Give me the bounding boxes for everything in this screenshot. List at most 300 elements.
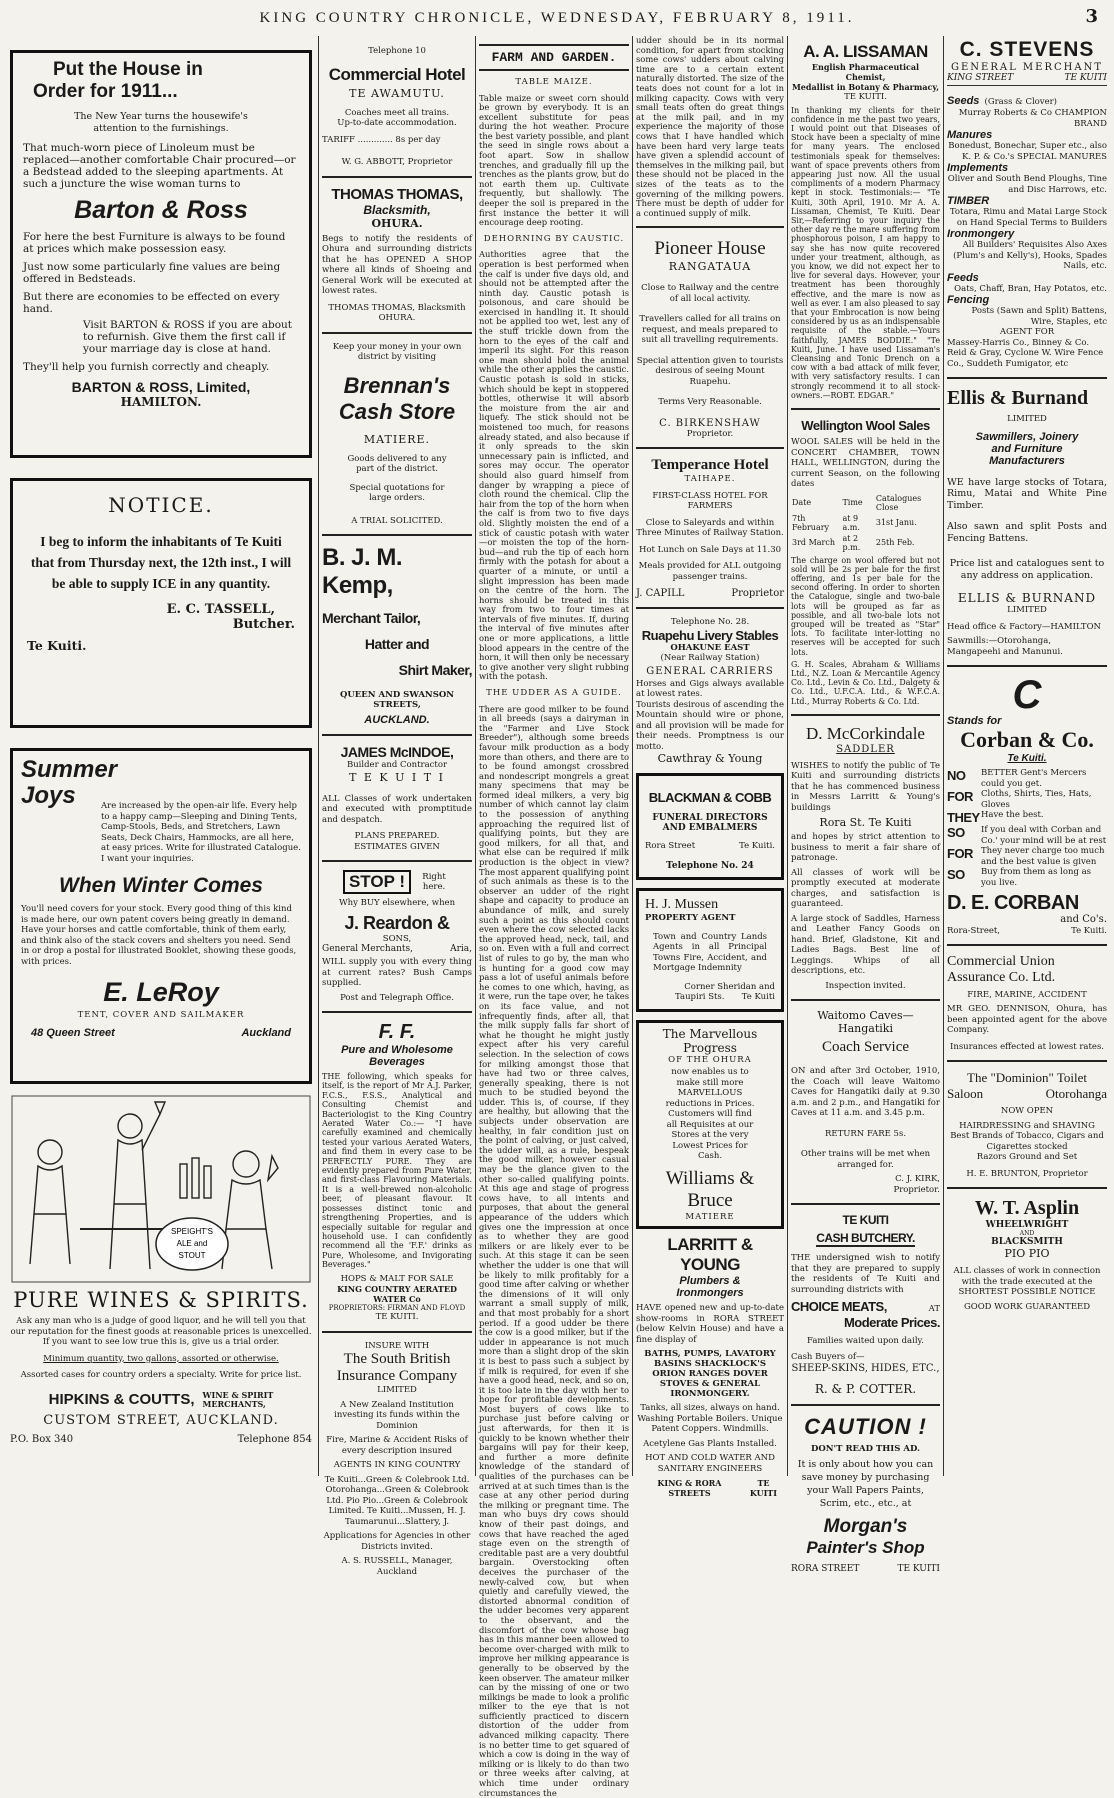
butchery-headline-2: CASH BUTCHERY. (816, 1231, 915, 1246)
pioneer-line: Close to Railway and the centre of all local activity. (641, 283, 779, 304)
column-1 (10, 36, 312, 1484)
mcc-text: A large stock of Saddles, Harness and Leather Fancy Goods on hand. Brief, Gladstone, Kit and Ladies Bags. Best line of Leggings. Whips of all descriptions, etc. (791, 913, 940, 977)
hotel-line: Up-to-date accommodation. (337, 118, 457, 128)
toilet-text: Best Brands of Tobacco, Cigars and Cigarettes stocked (950, 1131, 1104, 1152)
pioneer-house-ad (636, 238, 784, 439)
notice-signature: E. C. TASSELL, (166, 602, 275, 617)
asplin-trade: BLACKSMITH (991, 1237, 1063, 1247)
toilet-saloon: Saloon (947, 1086, 984, 1101)
mussen-name: H. J. Mussen (645, 897, 719, 913)
brennan-line: A TRIAL SOLICITED. (351, 515, 443, 526)
cash-butchery-ad (791, 1213, 940, 1396)
table-row (791, 533, 940, 553)
blackman-name: BLACKMAN & COBB (648, 790, 772, 806)
corban-sig-row (947, 892, 1107, 915)
stevens-list: Oats, Chaff, Bran, Hay Potatos, etc. (954, 283, 1107, 294)
article-subhead: DEHORNING BY CAUSTIC. (483, 233, 625, 244)
hipkins-headline: PURE WINES & SPIRITS. (13, 1288, 309, 1312)
morgan-headline: CAUTION ! (804, 1413, 927, 1439)
mussen-role: PROPERTY AGENT (645, 913, 736, 924)
barton-para: Visit BARTON & ROSS if you are about to refurnish. Give them the first call if your marriage day is close at hand. (83, 319, 293, 355)
blackman-line: FUNERAL DIRECTORS (652, 813, 768, 824)
wellington-wool-ad (791, 418, 940, 706)
toilet-text: HAIRDRESSING and SHAVING (959, 1120, 1095, 1131)
hipkins-coutts-ad (10, 1094, 312, 1445)
table-header: Catalogues Close (875, 493, 922, 512)
ff-text: THE following, which speaks for itself, is the report of Mr A.J. Parker, F.C.S., F.S.S., Analytical and Consulting Chemist and Bacteriologist to the King Country Aerated Water Co.:— "I have carefully examined and chemically tested your various Aerated Waters, and find them in every case to be PERFECTLY PURE. They are evidently prepared from Pure Water, and first-class Flavouring Materials. It is a well-brewed non-alcoholic beer, of pleasant flavour. It possesses distinct tonic and strengthening Properties, and is especially suitable for regular and household use. I can confidently recommend all the 'F.F.' drinks as Pure, Wholesome, and Invigorating Beverages." (322, 1072, 472, 1270)
ellis-sub: Manufacturers (989, 454, 1065, 467)
temperance-sig-row (636, 588, 784, 599)
article-text: There are good milker to be found in all breeds (says a dairyman in the "Farmer and Live Stock Breeder"), although some breeds favour milk production as a body more than others, and there are to to be found amongst crossbred and nondescript mongrels a great many specimens that may be formed ideal milkers, a very big number of which cannot lay claim to the possession of anything approaching the required list of qualifying points, but they are good milkers, for all that, and what else can be required if milk production is the object in view? The most apparent qualifying point of such animals as these is to the observer an udder of the right shape and capacity to produce an abundance of milk, and surely such a point as this should count even where the cow selected lacks the approved head, neck, tail, and so on. Even with a full and correct list of rules to go by, the man who is hunting for a good cow may pass a lot of useful animals before he comes to one which, having, as it were, run the tape over, he takes on its face value, and not infrequently finds, after all, that the milk supply falls far short of what he thought he might justly expect after his very careful selection. In the selection of cows for milking amongst those that have had two or three calves, generally speaking, there is not much to be studied beyond the udder. This is, of course, if they are healthy, but allowing that the subjects under observation are healthy, in fair condition just on the point of calving, or just calved, the udder will, as a rule, bespeak the good milker, however casual may be the glance given to the other so-called qualifying points. At this age and stage of progress cows have, to all intents and purposes, that about the general appearance of the udders which gives one the impression at once as to whether they are good milkers or are likely ever to be such. At this stage it can be seen whether the udder is one that will be likely to milk profitably for a good time after calving or whether the dimensions of it will only warrant a small supply of milk, and that most probably for a short period. If a good udder be there the cow is a good milker, but if the udder in appearance is not much more than a slight drop of the skin it is best to pass such a subject by if milk is required, for even if she have a good head, neck, and so on, it is too late in the day with her to hope for profitable developments. Most buyers of cows like to purchase just before calving or just afterwards, for then it is quickly to be known whether their bargains will pay for their keep, and further a more definite knowledge of the standard of qualities of the purchases can be arrived at at such times than is the case at any other period during the milking or pregnant time. The man who buys dry cows should know of their past doings, and cows that have reached the aged stage even on the strength of creditable past are a very doubtful bargain. Overstocking often deceives the purchaser of the newly-calved cow, but when quietly and carefully viewed, the distorted abnormal condition of the udder becomes very apparent to the observant, and the discomfort of the cow whose bag has in this manner been allowed to become over-charged with milk to improve her milking appearance is generally to be observed by the keen observer. The amateur milker can by the missing of one or two milkings be made to look a prolific milker to the eye that is not sufficiently practiced to discern distortion of the udder from advanced milking capacity. There is no better time to get squared of which a cow is doing in the way of milking or is likely to do than two or three weeks after calving, at which time under ordinary circumstances the (479, 703, 629, 1798)
article-text: Table maize or sweet corn should be grown by everybody. It is an excellent substitute for peas during the hot weather. Procure the best variety possible, and plant the seed in single rows about a foot apart. Sow in shallow trenches, and gradually fill up the trenches as the plants grow, but do not earth them up. Cultivate frequently, but shallowly. The deeper the soil is prepared in the first instance the better it will encourage deep rooting. (479, 92, 629, 228)
asplin-text: ALL classes of work in connection with the trade executed at the SHORTEST POSSIBLE NOTICE (953, 1266, 1101, 1297)
ruapehu-name: Ruapehu Livery Stables (641, 627, 779, 643)
thomas-text: Begs to notify the residents of Ohura and surrounding districts that he has OPENED A SHOP where all kinds of Shoeing and General Work will be executed at lowest rates. (322, 233, 472, 296)
corban-keyword: FOR (947, 789, 973, 804)
leroy-ad (10, 748, 312, 1084)
barton-para: For here the best Furniture is always to be found at prices which make possession easy. (23, 231, 286, 255)
waitomo-headline-2: Coach Service (821, 1039, 910, 1056)
corban-line-text: Cloths, Shirts, Ties, Hats, Gloves (981, 789, 1092, 810)
williams-bruce-ad (636, 1020, 784, 1230)
corban-name: Corban & Co. (960, 727, 1094, 752)
leroy-trade: TENT, COVER AND SAILMAKER (77, 1010, 245, 1020)
brennan-name-1: Brennan's (343, 372, 451, 398)
table-row (791, 493, 940, 513)
reardon-gm: General Merchants, (322, 944, 413, 954)
column-3 (479, 36, 629, 1798)
notice-text: I beg to inform the inhabitants of Te Kuiti that from Thursday next, the 12th inst., I will be able to supply ICE in any quantity. (30, 534, 292, 591)
stevens-ad (947, 38, 1107, 369)
mcindoe-town: T E K U I T I (349, 770, 445, 784)
barton-headline-1: Put the House in (53, 59, 203, 80)
farm-garden-headline: FARM AND GARDEN. (479, 44, 629, 71)
hotel-town: TE AWAMUTU. (349, 86, 445, 100)
hotel-name: Commercial Hotel (328, 64, 466, 84)
waitomo-headline: Waitomo Caves—Hangatiki (817, 1009, 914, 1036)
pioneer-name: Pioneer House (654, 238, 766, 260)
ff-town: TE KUITI. (375, 1312, 419, 1323)
ff-headline: F. F. (378, 1021, 416, 1043)
lissaman-name: A. A. LISSAMAN (803, 42, 928, 61)
blackman-address (645, 841, 775, 851)
larritt-text: Acetylene Gas Plants Installed. (643, 1438, 777, 1449)
masthead (0, 0, 1114, 34)
list-item (947, 789, 1107, 810)
hipkins-tag-1: WINE & SPIRIT (202, 1389, 274, 1400)
thomas-town: OHURA. (371, 216, 423, 230)
toilet-town: Otorohanga (1045, 1086, 1107, 1101)
reardon-name: J. Reardon & (344, 912, 450, 933)
butchery-cash: Cash Buyers of— (791, 1352, 865, 1363)
mcc-name: D. McCorkindale (806, 723, 925, 743)
wool-text: The charge on wool offered but not sold will be 2s per bale for the first offering, and 1s per bale for the second offering. In order to shorten the Catalogue, single and two-bale lots will be grouped as far as possible, and all two-bale lots not grouped will be treated as "Star" lots. To facilitate inter-lotting no reserves will be accepted for such lots. (791, 555, 940, 657)
asplin-town: PIO PIO (1004, 1247, 1050, 1260)
leroy-name: E. LeRoy (103, 977, 219, 1007)
temperance-proprietor: J. CAPILL (636, 588, 685, 600)
lissaman-town: TE KUITI. (844, 92, 887, 102)
toilet-open: NOW OPEN (1000, 1106, 1054, 1116)
asplin-ad (947, 1197, 1107, 1312)
ruapehu-text: Horses and Gigs always available at lowest rates. (636, 678, 784, 700)
mcc-street: Rora St. Te Kuiti (819, 816, 912, 830)
ruapehu-town: OHAKUNE EAST (670, 642, 750, 653)
kemp-trade: Shirt Maker, (398, 662, 472, 678)
leroy-headline-3: When Winter Comes (59, 874, 263, 897)
reardon-po: Post and Telegraph Office. (340, 992, 454, 1003)
list-item (947, 825, 1107, 846)
waitomo-role: Proprietor. (893, 1184, 940, 1195)
column-6 (947, 36, 1107, 1484)
corban-street: Rora-Street, (947, 925, 1001, 936)
kemp-tailor-ad (322, 544, 472, 726)
ruapehu-text: Tourists desirous of ascending the Mountain should wire or phone, and all provision will be made for their needs. Promptness is our motto. (636, 699, 784, 752)
column-rule (787, 36, 788, 1476)
ruapehu-signature: Cawthray & Young (657, 752, 763, 766)
insure-text: Applications for Agencies in other Districts invited. (323, 1531, 471, 1552)
hotel-tariff: TARIFF ............. 8s per day (322, 134, 441, 145)
table-row (791, 513, 940, 533)
ruapehu-phone: Telephone No. 28. (670, 617, 750, 628)
pioneer-line: Special attention given to tourists desirous of seeing Mount Ruapehu. (636, 355, 784, 387)
table-cell: at 9 a.m. (842, 513, 860, 532)
reardon-place: Aria, (450, 944, 472, 954)
waitomo-text: Other trains will be met when arranged for. (800, 1149, 931, 1170)
reardon-stop: STOP ! (343, 870, 411, 894)
toilet-text: Razors Ground and Set (976, 1152, 1078, 1162)
corban-ad (947, 675, 1107, 936)
stevens-list: Totara, Rimu and Matai Large Stock on Hand Special Terms to Builders (949, 207, 1107, 228)
barton-headline-2: Order for 1911... (33, 81, 178, 102)
stevens-category: Seeds (947, 95, 980, 107)
blackman-street: Rora Street (645, 841, 696, 852)
corban-signature: D. E. CORBAN (947, 892, 1079, 914)
brennan-name-2: Cash Store (338, 398, 456, 424)
reardon-sons: SONS, (382, 933, 412, 944)
stevens-list: Massey-Harris Co., Binney & Co. Reid & Gray, Cyclone W. Wire Fence Co., Suddeth Fumigator, etc (947, 337, 1104, 369)
larritt-text: HAVE opened new and up-to-date show-rooms in RORA STREET (below Kelvin House) and have a fine display of (636, 1303, 784, 1345)
temperance-role: Proprietor (731, 588, 784, 600)
butchery-at: AT (928, 1304, 940, 1315)
morgan-sub: DON'T READ THIS AD. (811, 1443, 920, 1454)
reardon-ad (322, 870, 472, 1003)
insure-text: Fire, Marine & Accident Risks of every description insured (326, 1435, 468, 1456)
leroy-address (21, 1027, 301, 1039)
wool-name: Wellington Wool Sales (801, 418, 930, 433)
brennan-line: Keep your money in your own district by visiting (332, 341, 462, 362)
table-cell: 3rd March (792, 538, 835, 547)
butchery-signature: R. & P. COTTER. (814, 1381, 917, 1396)
thomas-signature: THOMAS THOMAS, Blacksmith OHURA. (328, 302, 466, 323)
barton-para: That much-worn piece of Linoleum must be replaced—another comfortable Chair procured—or a Bedstead added to the sleeping apartments. At such a juncture the wise woman turns to (23, 142, 296, 190)
williams-bruce-town: MATIERE (685, 1211, 735, 1222)
pioneer-line: Travellers called for all trains on request, and meals prepared to suit all travelling requirements. (639, 314, 781, 346)
mcindoe-text: ALL Classes of work undertaken and executed with promptitude and despatch. (322, 793, 472, 825)
mussen-text: Town and Country Lands Agents in all Principal Towns Fire, Accident, and Mortgage Indemnity (653, 931, 767, 974)
barton-para: They'll help you furnish correctly and cheaply. (23, 361, 270, 373)
morgan-name-2: Painter's Shop (806, 1538, 925, 1558)
corban-keyword: SO (947, 825, 965, 840)
stevens-category: Fencing (947, 294, 990, 306)
men-toasting-image (10, 1094, 312, 1284)
notice-place: Te Kuiti. (27, 638, 87, 653)
temperance-line: Hot Lunch on Sale Days at 11.30 (638, 544, 782, 555)
insure-signature: A. S. RUSSELL, Manager, Auckland (341, 1556, 453, 1577)
barton-town: HAMILTON. (120, 395, 202, 409)
ellis-ltd-2: LIMITED (1007, 605, 1047, 615)
ff-beverages-ad (322, 1021, 472, 1323)
lissaman-ad (791, 42, 940, 400)
kemp-trade: Merchant Tailor, (322, 610, 421, 626)
list-item (947, 846, 1107, 867)
corban-line-text: If you deal with Corban and Co.' your mind will be at rest (981, 825, 1107, 846)
thomas-trade: Blacksmith, (363, 202, 431, 217)
reardon-why: Why BUY elsewhere, when (338, 898, 456, 908)
larritt-town: TE KUITI (749, 1478, 778, 1499)
mcc-text: Inspection invited. (825, 980, 906, 991)
barton-brand: Barton & Ross (74, 196, 248, 224)
hotel-line: Coaches meet all trains. (344, 107, 450, 118)
dominion-toilet-ad (947, 1070, 1107, 1179)
column-rule (943, 36, 944, 1476)
column-rule (475, 36, 476, 1476)
reardon-text: WILL supply you with every thing at current rates? Bush Camps supplied. (322, 957, 472, 988)
mcindoe-name: JAMES McINDOE, (340, 744, 454, 760)
union-name-2: Assurance Co. Ltd. (947, 969, 1056, 985)
commercial-union-ad (947, 954, 1107, 1053)
toilet-signature: H. E. BRUNTON, Proprietor (966, 1168, 1088, 1179)
corban-line-text: Have the best. (981, 810, 1044, 820)
brennan-store-ad (322, 342, 472, 527)
hipkins-text: Assorted cases for country orders a specialty. Write for price list. (20, 1370, 302, 1380)
butchery-moderate: Moderate Prices. (843, 1314, 940, 1330)
butchery-sheep: SHEEP-SKINS, HIDES, ETC., (791, 1362, 940, 1374)
marvellous-headline: The Marvellous Progress (662, 1026, 758, 1055)
corban-lines (947, 768, 1107, 888)
stevens-sub: GENERAL MERCHANT (951, 62, 1103, 73)
leroy-street: 48 Queen Street (31, 1026, 115, 1039)
stevens-list: Bonedust, Bonechar, Super etc., also K. P. & Co.'s SPECIAL MANURES (948, 141, 1107, 162)
kemp-name: B. J. M. Kemp, (322, 544, 403, 599)
hipkins-tag-2: MERCHANTS, (202, 1398, 266, 1409)
temperance-line: Close to Saleyards and within Three Minutes of Railway Station. (636, 517, 784, 539)
mcc-text: and hopes by strict attention to business to merit a fair share of patronage. (791, 832, 940, 864)
larritt-name: LARRITT & YOUNG (667, 1235, 753, 1275)
kemp-trade: Hatter and (364, 636, 430, 652)
stevens-list: Oliver and South Bend Ploughs, Tine and Disc Harrows, etc. (947, 174, 1107, 195)
asplin-guarantee: GOOD WORK GUARANTEED (963, 1301, 1091, 1312)
mussen-ad (636, 888, 784, 1012)
stevens-category-sub: (Grass & Clover) (984, 97, 1057, 107)
corban-keyword: THEY (947, 810, 980, 825)
larritt-young-ad (636, 1235, 784, 1498)
temperance-name: Temperance Hotel (651, 457, 769, 474)
corban-line-text: Buy from them as long as you live. (981, 867, 1092, 888)
corban-keyword: SO (947, 867, 965, 882)
morgan-address (791, 1564, 940, 1574)
table-header: Date (792, 498, 812, 507)
corban-keyword: FOR (947, 846, 973, 861)
leroy-city: Auckland (241, 1026, 291, 1039)
larritt-sub: Ironmongers (676, 1287, 744, 1300)
barton-para: But there are economies to be effected on every hand. (23, 291, 280, 315)
butchery-text: THE undersigned wish to notify that they are prepared to supply the residents of Te Kuiti and surrounding districts with (791, 1253, 940, 1295)
stevens-list: All Builders' Requisites Also Axes (Plum's and Kelly's), Hooks, Spades Nails, etc. (953, 240, 1107, 271)
ellis-text: WE have large stocks of Totara, Rimu, Matai and White Pine Timber. (947, 476, 1107, 511)
corban-address (947, 926, 1107, 936)
insure-text: Te Kuiti...Green & Colebrook Ltd. Otorohanga...Green & Colebrook Ltd. Pio Pio...Green & Colebrook Limited. Te Kuiti...Mussen, H. J. Taumarunui...Slattery, J. (324, 1474, 470, 1527)
asplin-and: AND (1019, 1230, 1035, 1237)
hipkins-text: If you want to see low true this is, give us a trial order. (42, 1337, 280, 1347)
waitomo-signature: C. J. KIRK, (895, 1174, 940, 1185)
mussen-street: Taupiri Sts. (675, 992, 725, 1003)
mccorkindale-ad (791, 724, 940, 992)
pioneer-role: Proprietor. (686, 428, 734, 439)
commercial-hotel-ad (322, 46, 472, 168)
ellis-name: Ellis & Burnand (947, 387, 1089, 409)
notice-ad (10, 478, 312, 728)
toilet-row (947, 1086, 1107, 1102)
newspaper-title: KING COUNTRY CHRONICLE, WEDNESDAY, FEBRUARY 8, 1911. (259, 10, 855, 26)
ellis-name-2: ELLIS & BURNAND (957, 591, 1097, 605)
thomas-blacksmith-ad (322, 186, 472, 324)
blackman-line: AND EMBALMERS (662, 823, 758, 834)
sign-text-3: STOUT (178, 1251, 206, 1260)
butchery-families: Families waited upon daily. (807, 1335, 924, 1346)
article-text: Authorities agree that the operation is best performed when the calf is under five days old, and should not be attempted after the ninth day. Caustic potash is poisonous, and care should be exercised in handling it. It should not be applied too wet, lest any of the stuff trickle down from the horn to the eyes of the calf and imperil its sight. For this reason one man should hold the animal while the other applies the caustic. Caustic potash is sold in sticks, which should be kept in stoppered bottles, otherwise it will absorb the moisture from the air and liquefy. The stick should not be moistened too much, for reasons already stated, and also because if it only spreads to the skin unnecessary pain is inflicted, and sores may occur. The operator should also guard himself from danger by wrapping a piece of cloth round the chemical. Clip the hair from the top of the horn when the calf is from two to five days old. Slightly moisten the end of a stick of caustic potash with water—or moisten the top of the horn-bud—and rub the tip of each horn firmly with the potash for about a quarter of a minute, or until a slight impression has been made on the centre of the horn. The horns should be treated in this way from two to four times at intervals of five minutes. If, during the interval of five minutes after one or more applications, a little blood appears in the centre of the horn, it will then only be necessary to give another very slight rubbing with the potash. (479, 249, 629, 682)
morgan-street: RORA STREET (791, 1564, 860, 1575)
butchery-choice: CHOICE MEATS, (791, 1299, 887, 1315)
waitomo-fare: RETURN FARE 5s. (824, 1128, 907, 1139)
mussen-address-row (675, 992, 775, 1003)
blackman-town: Te Kuiti. (739, 841, 775, 852)
morgan-name: Morgan's (823, 1516, 908, 1538)
hipkins-address: CUSTOM STREET, AUCKLAND. (43, 1412, 279, 1428)
brennan-line: Special quotations for large orders. (349, 482, 445, 503)
notice-trade: Butcher. (232, 617, 295, 632)
leroy-text: You'll need covers for your stock. Every good thing of this kind is made here, our own patent covers being greatly in demand. Have your horses and cattle comfortable, think of them early, and think also of the stack covers and shelters you need. Send in or drop a postal for illustrated Booklet, showing these goods, with prices. (21, 904, 297, 967)
larritt-address (636, 1478, 784, 1498)
morgan-text: It is only about how you can save money by purchasing your Wall Papers Paints, Scrim, etc., etc., at (797, 1459, 934, 1510)
stevens-list: Posts (Sawn and Split) Battens, Wire, Staples, etc (971, 306, 1107, 327)
butchery-choice-row (791, 1299, 940, 1315)
brennan-town: MATIERE. (363, 432, 431, 446)
stevens-name: C. STEVENS (959, 38, 1095, 61)
ff-sub: Pure and Wholesome (341, 1044, 453, 1056)
barton-signature: BARTON & ROSS, Limited, (71, 379, 251, 395)
column-4 (636, 35, 784, 1499)
barton-para: Just now some particularly fine values are being offered in Bedsteads. (23, 261, 281, 285)
hipkins-contact (10, 1434, 312, 1445)
insure-with: INSURE WITH (364, 1340, 430, 1351)
lissaman-line: English Pharmaceutical Chemist, (811, 62, 920, 82)
mcc-trade: SADDLER (836, 743, 895, 755)
larritt-sub: Plumbers & (679, 1275, 741, 1288)
union-text: Insurances effected at lowest rates. (949, 1041, 1105, 1052)
mcc-text: WISHES to notify the public of Te Kuiti and surrounding districts that he has commenced business in Messrs Larritt & Young's buildings (791, 760, 940, 813)
drinking-men-illustration (10, 1094, 312, 1284)
brennan-line: Goods delivered to any part of the district. (347, 453, 447, 474)
blackman-cobb-ad (636, 773, 784, 880)
marvellous-sub: OF THE OHURA (668, 1054, 752, 1065)
ellis-text: Price list and catalogues sent to any address on application. (949, 558, 1105, 581)
leroy-headline-1: Summer (21, 756, 118, 783)
larritt-text: Tanks, all sizes, always on hand. Washing Portable Boilers. Unique Patent Coppers. Windmills. (637, 1403, 783, 1435)
hipkins-text: Minimum quantity, two gallons, assorted or otherwise. (43, 1353, 279, 1364)
insure-ltd: LIMITED (377, 1385, 417, 1396)
mcc-text: All classes of work will be promptly executed at moderate charges, and satisfaction is guaranteed. (791, 867, 940, 910)
stevens-category: Feeds (947, 271, 979, 284)
ruapehu-near: (Near Railway Station) (660, 653, 760, 664)
list-item (947, 810, 1107, 825)
corban-stands: Stands for (947, 715, 1002, 727)
pioneer-line: Terms Very Reasonable. (658, 397, 762, 408)
corban-big-letter: C (1012, 673, 1042, 717)
ruapehu-livery-ad (636, 617, 784, 765)
hipkins-text: Ask any man who is a judge of good liquor, and he will tell you that our reputation for the finest goods at reasonable prices is unexcelled. (10, 1316, 312, 1337)
temperance-line: FIRST-CLASS HOTEL FOR FARMERS (652, 490, 768, 512)
sign-text-1: SPEIGHT'S (171, 1227, 213, 1236)
pioneer-town: RANGATAUA (668, 260, 752, 274)
article-subhead: TABLE MAIZE. (515, 77, 593, 87)
kemp-city: AUCKLAND. (364, 714, 430, 726)
kemp-address: QUEEN AND SWANSON STREETS, (339, 690, 454, 710)
ellis-sub: Sawmillers, Joinery (975, 430, 1079, 443)
temperance-hotel-ad (636, 457, 784, 599)
hipkins-name: HIPKINS & COUTTS, (48, 1391, 195, 1408)
pioneer-proprietor: C. BIRKENSHAW (659, 417, 761, 429)
thomas-name: THOMAS THOMAS, (331, 185, 463, 203)
ellis-sub: and Furniture (991, 442, 1063, 455)
temperance-line: Meals provided for ALL outgoing passenger trains. (638, 561, 782, 582)
williams-bruce-name: Williams & Bruce (665, 1167, 755, 1211)
page-number: 3 (1085, 6, 1098, 27)
asplin-name: W. T. Asplin (974, 1197, 1080, 1219)
wool-table (791, 493, 940, 553)
reardon-row (322, 944, 472, 954)
butchery-headline: TE KUITI (842, 1213, 889, 1228)
corban-line-text: They never charge too much and the best value is given (981, 846, 1105, 867)
union-sub: FIRE, MARINE, ACCIDENT (967, 989, 1087, 1000)
column-rule (632, 36, 633, 1476)
wool-text: WOOL SALES will be held in the CONCERT CHAMBER, TOWN HALL, WELLINGTON, during the current Season, on the following dates (791, 437, 940, 489)
hipkins-tagline (203, 1391, 274, 1409)
reardon-right: Right here. (422, 871, 446, 892)
reardon-stop-row (322, 870, 472, 894)
waitomo-text: ON and after 3rd October, 1910, the Coach will leave Waitomo Caves for Hangatiki daily at 9.30 a.m. and 2 p.m., and Hangatiki for Caves at 11 a.m. and 3.45 p.m. (791, 1066, 940, 1119)
ff-hops: HOPS & MALT FOR SALE (340, 1273, 454, 1284)
insure-text: A New Zealand Institution investing its funds within the Dominion (334, 1399, 460, 1431)
list-item (947, 768, 1107, 789)
table-cell: at 2 p.m. (842, 533, 861, 552)
leroy-text: Are increased by the open-air life. Every help to a happy camp—Sleeping and Dining Tents, Camp-Stools, Beds, and Stretchers, Lawn Seats, Deck Chairs, Hammocks, are all here, at easy prices. Write for illustrated Catalogue. I want your inquiries. (101, 801, 301, 864)
stevens-category: Ironmongery (947, 228, 1015, 240)
lissaman-text: In thanking my clients for their confidence in me the past two years, I would point out that Diseases of Stock have been a specialty of mine for many years. The enclosed testimonials speak for themselves: want of space prevents others from appearing just now. All the usual compliments of a modern Pharmacy kept in stock. Testimonials:— "Te Kuiti, 30th April, 1910. Mr A. A. Lissaman, Chemist, Te Kuiti. Dear Sir,—Referring to your inquiry the other day re the mare suffering from phosphorous poison, I am happy to say she has now quite recovered under your treatment, although, as you know, we did not expect her to live for several days. However, your treatment has been thoroughly effective, and the mare is now as well as ever. I am also pleased to say that your Embrocation is now being considered by us as an indispensable requisite of the stable.—Yours faithfully, JAMES BODDIE." "Te Kuiti, June. I have used Lissaman's Cleansing and Tonic Drench on a cow with a bad attack of milk fever, with very satisfactory results. I can strongly recommend it to all stock-owners.—ROBT. EDGAR." (791, 105, 940, 400)
morgan-painter-ad (791, 1414, 940, 1575)
article-text: udder should be in its normal condition, for apart from stocking some cows' udders about calving time are to a certain extent naturally distorted. The size of the teats does not count for a lot in milking capacity. Cows with very small teats often do great things at the milk pail, and in my experience the majority of those cows that I have handled which have been hard very large teats have given a splendid account of themselves in the milking pail, but these should not be placed in the sizes of the teats as to the governing of the milking powers. There must be depth of udder for a continued supply of milk. (636, 35, 784, 218)
mcindoe-builder-ad (322, 744, 472, 852)
larritt-list: BATHS, PUMPS, LAVATORY BASINS SHACKLOCK'S ORION RANGES DOVER STOVES & GENERAL IRONMONGERY. (644, 1349, 776, 1400)
corban-keyword: NO (947, 768, 966, 783)
morgan-town: TE KUITI (897, 1564, 940, 1575)
stevens-street: KING STREET (947, 73, 1014, 83)
larritt-text: HOT AND COLD WATER AND SANITARY ENGINEERS (645, 1453, 775, 1474)
corban-signature-2: and Co's. (1060, 914, 1107, 925)
mcindoe-line: PLANS PREPARED. (354, 831, 440, 841)
wool-text: G. H. Scales, Abraham & Williams Ltd., N.Z. Loan & Mercantile Agency Co. Ltd., Levin & Co. Ltd., Dalgety & Co. Ltd., U.F.C.A. Ltd., & W.F.C.A. Ltd., Murray Roberts & Co. Ltd. (791, 659, 940, 706)
ellis-ltd: LIMITED (1007, 414, 1047, 424)
temperance-town: TAIHAPE. (684, 474, 736, 485)
